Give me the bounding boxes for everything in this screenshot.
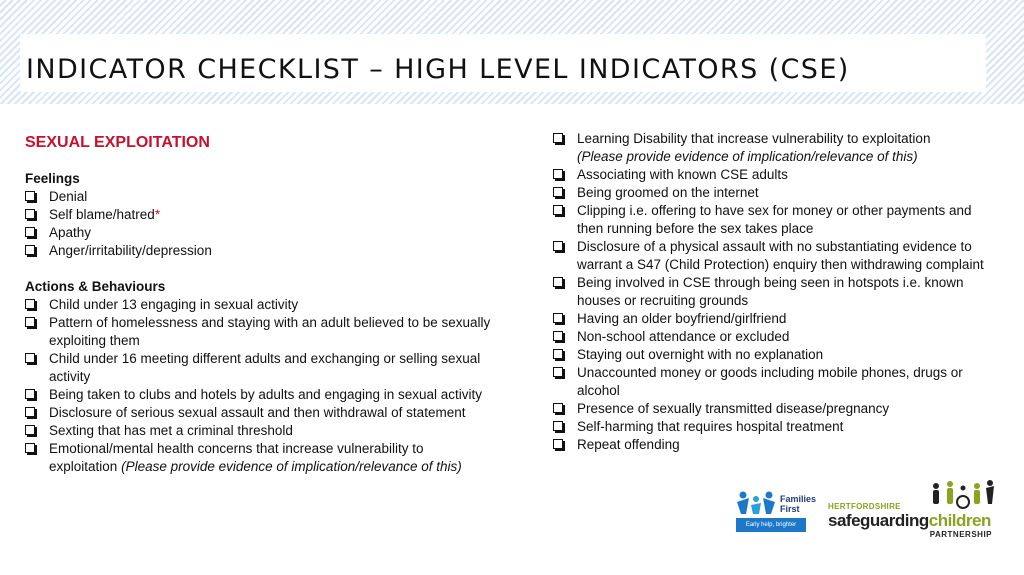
partnership-label: PARTNERSHIP <box>929 530 992 539</box>
checkbox-icon <box>553 403 563 413</box>
list-item: Repeat offending <box>553 436 993 454</box>
list-item: Child under 16 meeting different adults and exchanging or selling sexual activity <box>25 350 495 386</box>
checkbox-icon <box>25 389 35 399</box>
checkbox-icon <box>553 349 563 359</box>
list-item: Self blame/hatred* <box>25 206 495 224</box>
evidence-note: (Please provide evidence of implication/relevance of this) <box>577 149 918 164</box>
hertfordshire-label: HERTFORDSHIRE <box>828 502 901 511</box>
checkbox-icon <box>25 443 35 453</box>
checkbox-icon <box>25 407 35 417</box>
safeguarding-children-wordmark: safeguardingchildren <box>828 511 991 530</box>
actions-title: Actions & Behaviours <box>25 279 166 294</box>
checkbox-icon <box>553 421 563 431</box>
list-item: Self-harming that requires hospital treatment <box>553 418 993 436</box>
families-first-tagline: Early help, brighter futures <box>736 518 806 532</box>
families-first-name: Families First <box>780 494 817 514</box>
list-item: Learning Disability that increase vulnerability to exploitation (Please provide evidence of implication/relevance of this) <box>553 130 993 166</box>
section-heading: SEXUAL EXPLOITATION <box>25 134 210 151</box>
list-item: Unaccounted money or goods including mobile phones, drugs or alcohol <box>553 364 993 400</box>
feelings-title: Feelings <box>25 171 80 186</box>
checkbox-icon <box>553 241 563 251</box>
checkbox-icon <box>25 425 35 435</box>
list-item: Being taken to clubs and hotels by adults and engaging in sexual activity <box>25 386 495 404</box>
list-item: Having an older boyfriend/girlfriend <box>553 310 993 328</box>
checkbox-icon <box>25 227 35 237</box>
list-item: Sexting that has met a criminal threshold <box>25 422 495 440</box>
evidence-note: (Please provide evidence of implication/relevance of this) <box>121 459 462 474</box>
list-item: Non-school attendance or excluded <box>553 328 993 346</box>
checkbox-icon <box>553 313 563 323</box>
list-item: Emotional/mental health concerns that increase vulnerability to exploitation (Please provide evidence of implication/relevance of this) <box>25 440 495 476</box>
indicators-list <box>553 130 993 454</box>
checkbox-icon <box>25 245 35 255</box>
list-item: Denial <box>25 188 495 206</box>
checkbox-icon <box>553 187 563 197</box>
list-item: Disclosure of a physical assault with no substantiating evidence to warrant a S47 (Child Protection) enquiry then withdrawing complaint <box>553 238 993 274</box>
list-item: Disclosure of serious sexual assault and then withdrawal of statement <box>25 404 495 422</box>
right-column <box>553 130 993 454</box>
families-first-logo <box>736 490 817 542</box>
checkbox-icon <box>25 299 35 309</box>
page-title: INDICATOR CHECKLIST – HIGH LEVEL INDICATORS (CSE) <box>26 54 850 85</box>
list-item: Clipping i.e. offering to have sex for money or other payments and then running before the sex takes place <box>553 202 993 238</box>
checkbox-icon <box>553 439 563 449</box>
list-item: Child under 13 engaging in sexual activity <box>25 296 495 314</box>
left-column <box>25 134 495 476</box>
checkbox-icon <box>25 317 35 327</box>
checkbox-icon <box>25 353 35 363</box>
checkbox-icon <box>553 169 563 179</box>
checkbox-icon <box>553 367 563 377</box>
list-item: Associating with known CSE adults <box>553 166 993 184</box>
people-figures-icon <box>930 480 996 510</box>
checkbox-icon <box>553 277 563 287</box>
list-item: Being involved in CSE through being seen in hotspots i.e. known houses or recruiting grounds <box>553 274 993 310</box>
list-item: Presence of sexually transmitted disease/pregnancy <box>553 400 993 418</box>
list-item: Pattern of homelessness and staying with an adult believed to be sexually exploiting them <box>25 314 495 350</box>
checkbox-icon <box>25 191 35 201</box>
feelings-list <box>25 188 495 260</box>
checkbox-icon <box>553 331 563 341</box>
list-item: Being groomed on the internet <box>553 184 993 202</box>
list-item: Anger/irritability/depression <box>25 242 495 260</box>
checkbox-icon <box>553 205 563 215</box>
safeguarding-logo <box>826 480 996 540</box>
list-item: Staying out overnight with no explanation <box>553 346 993 364</box>
families-people-icon <box>736 490 776 514</box>
actions-list <box>25 296 495 476</box>
list-item: Apathy <box>25 224 495 242</box>
checkbox-icon <box>25 209 35 219</box>
asterisk: * <box>154 207 161 222</box>
checkbox-icon <box>553 133 563 143</box>
